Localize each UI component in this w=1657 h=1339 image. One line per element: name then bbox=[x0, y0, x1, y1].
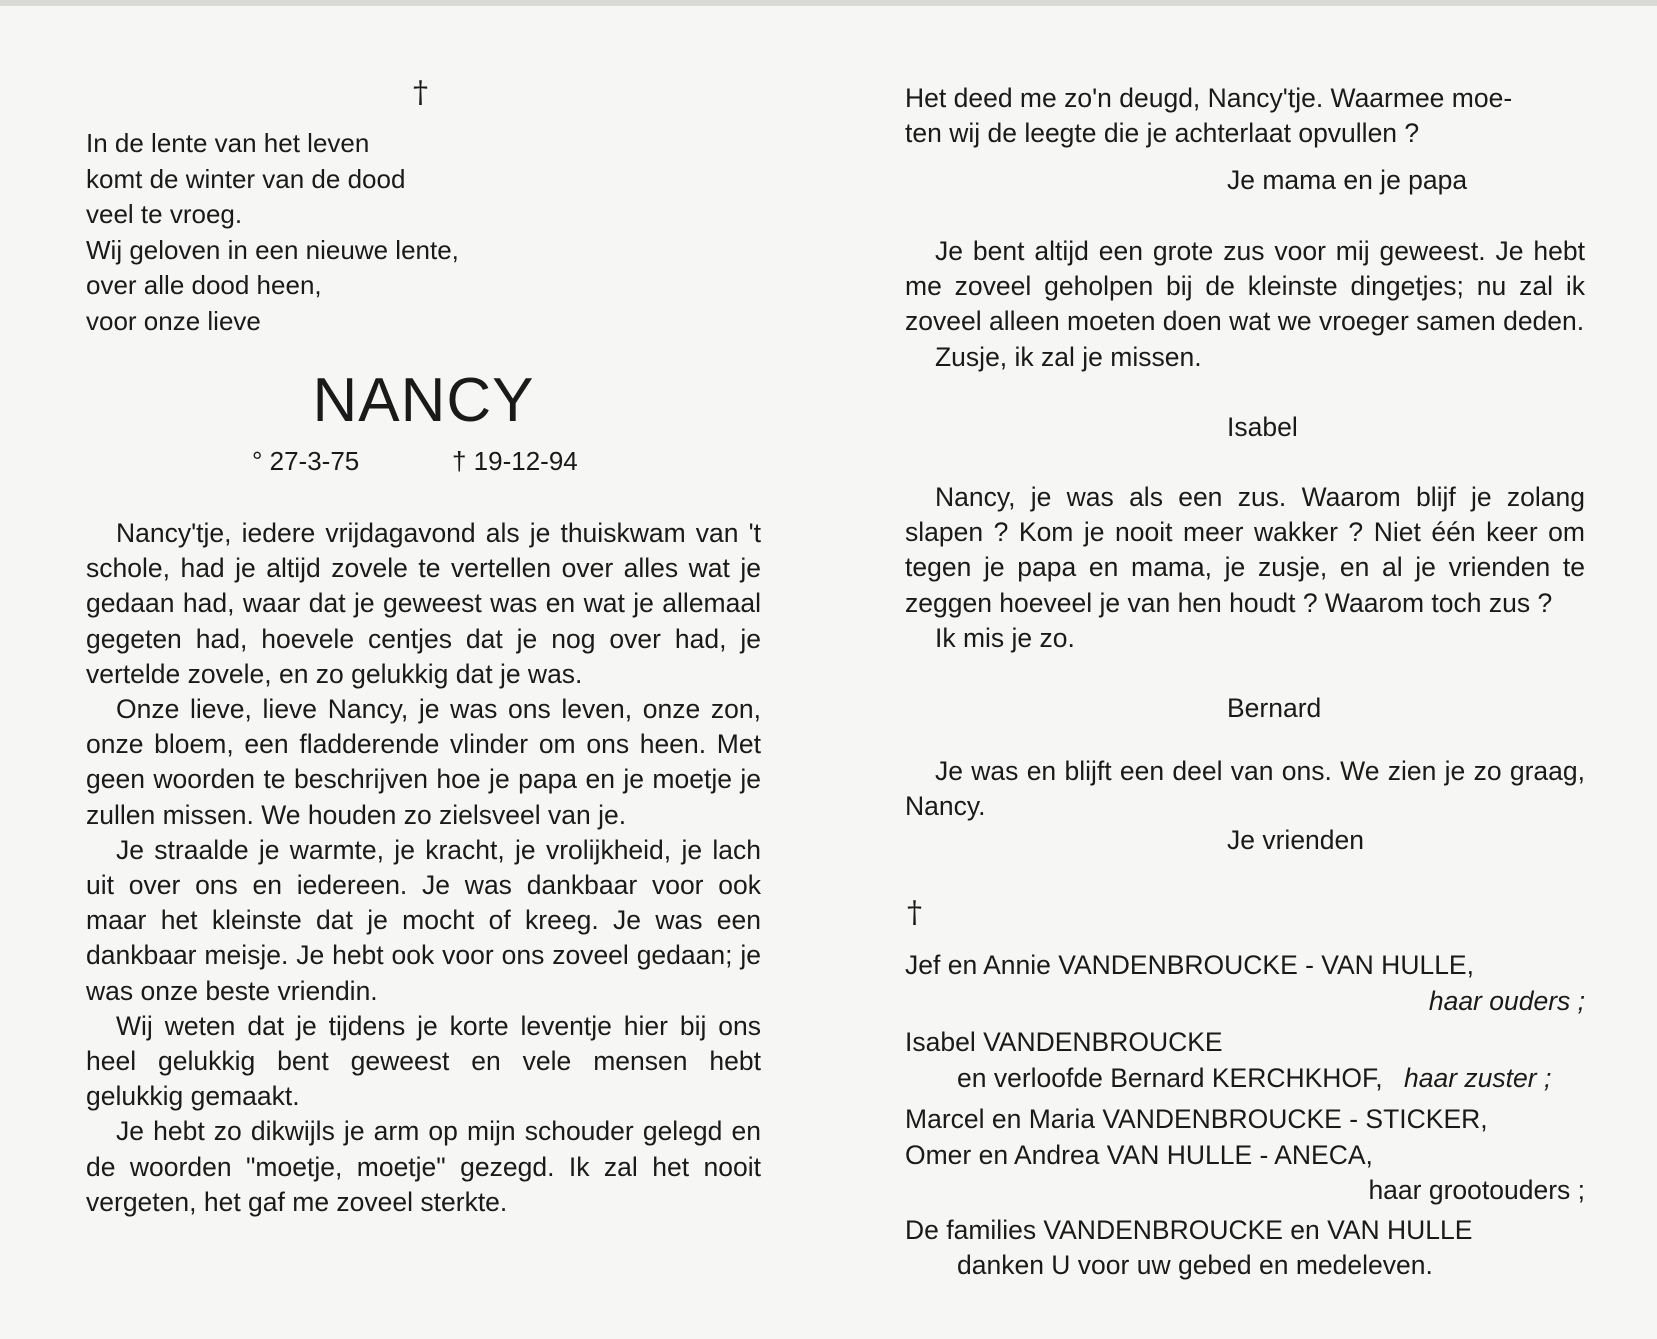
family-line: Omer en Andrea VAN HULLE - ANECA, bbox=[905, 1139, 1373, 1170]
family-list bbox=[905, 948, 1585, 1284]
paragraph: Je was en blijft een deel van ons. We zien je zo graag, Nancy. bbox=[905, 756, 1585, 822]
signature-parents: Je mama en je papa bbox=[1227, 165, 1468, 195]
family-line: danken U voor uw gebed en medeleven. bbox=[957, 1250, 1433, 1280]
paragraph: Wij weten dat je tijdens je korte leventje hier bij ons heel gelukkig bent geweest en vele mensen hebt gelukkig gemaakt. bbox=[86, 1010, 761, 1112]
family-line: Isabel VANDENBROUCKE bbox=[905, 1027, 1223, 1057]
poem-line: veel te vroeg. bbox=[86, 199, 243, 229]
family-line: Jef en Annie VANDENBROUCKE - VAN HULLE, bbox=[905, 950, 1474, 980]
poem-line: Wij geloven in een nieuwe lente, bbox=[86, 234, 459, 265]
cross-icon: † bbox=[413, 75, 428, 110]
family-line: en verloofde Bernard KERCHKHOF, bbox=[957, 1062, 1383, 1093]
death-date: † 19-12-94 bbox=[452, 446, 578, 476]
relation-label: haar ouders ; bbox=[1428, 985, 1585, 1016]
tribute-text bbox=[86, 516, 761, 1220]
friends-message bbox=[905, 754, 1585, 824]
signature-friends: Je vrienden bbox=[1227, 825, 1365, 855]
paragraph: Zusje, ik zal je missen. bbox=[935, 341, 1202, 372]
paragraph: Je straalde je warmte, je kracht, je vrolijkheid, je lach uit over ons en iedereen. Je was dankbaar voor ook maar het kleinste dat je mocht of kreeg. Je was een dankbaar meisje. Je hebt ook voor ons zoveel gedaan; je was onze beste vriendin. bbox=[86, 834, 761, 1006]
sister-message bbox=[905, 234, 1585, 375]
bernard-message bbox=[905, 480, 1585, 656]
paragraph: Nancy'tje, iedere vrijdagavond als je thuiskwam van 't schole, had je altijd zovele te vertellen over alles wat je gedaan had, waar dat je geweest was en wat je allemaal gegeten had, hoevele centjes dat je nog over had, je vertelde zovele, en zo gelukkig dat je was. bbox=[86, 518, 761, 689]
paragraph: Je hebt zo dikwijls je arm op mijn schouder gelegd en de woorden "moetje, moetje" gezegd. Ik zal het nooit vergeten, het gaf me zoveel sterkte. bbox=[86, 1116, 761, 1217]
birth-date: ° 27-3-75 bbox=[252, 446, 360, 476]
deceased-name: NANCY bbox=[312, 366, 535, 435]
cross-icon: † bbox=[907, 895, 922, 930]
paragraph: Ik mis je zo. bbox=[935, 622, 1075, 653]
text-line: ten wij de leegte die je achterlaat opvullen ? bbox=[905, 118, 1420, 149]
parents-message bbox=[905, 81, 1585, 151]
signature-isabel: Isabel bbox=[1227, 412, 1298, 442]
relation-label: haar zuster ; bbox=[1404, 1062, 1552, 1093]
poem-line: In de lente van het leven bbox=[86, 128, 370, 158]
opening-poem bbox=[86, 126, 459, 339]
paragraph: Onze lieve, lieve Nancy, je was ons leven, onze zon, onze bloem, een fladderende vlinder om ons heen. Met geen woorden te beschrijven hoe je papa en je moetje je zullen missen. We houden zo zielsveel van je. bbox=[86, 694, 761, 830]
family-line: De families VANDENBROUCKE en VAN HULLE bbox=[905, 1214, 1473, 1245]
paragraph: Je bent altijd een grote zus voor mij geweest. Je hebt me zoveel geholpen bij de kleinste dingetjes; nu zal ik zoveel alleen moeten doen wat we vroeger samen deden. bbox=[905, 236, 1585, 337]
relation-label: haar grootouders ; bbox=[1368, 1175, 1585, 1205]
paragraph: Nancy, je was als een zus. Waarom blijf je zolang slapen ? Kom je nooit meer wakker ? Niet één keer om tegen je papa en mama, je zusje, en al je vrienden te zeggen hoeveel je van hen houdt ? Waarom toch zus ? bbox=[905, 482, 1585, 618]
signature-bernard: Bernard bbox=[1227, 693, 1322, 723]
poem-line: voor onze lieve bbox=[86, 305, 261, 336]
poem-line: over alle dood heen, bbox=[86, 270, 322, 300]
poem-line: komt de winter van de dood bbox=[86, 163, 406, 194]
family-line-wrap bbox=[905, 1061, 1585, 1097]
family-line: Marcel en Maria VANDENBROUCKE - STICKER, bbox=[905, 1104, 1488, 1134]
text-line: Het deed me zo'n deugd, Nancy'tje. Waarmee moe- bbox=[905, 83, 1513, 113]
